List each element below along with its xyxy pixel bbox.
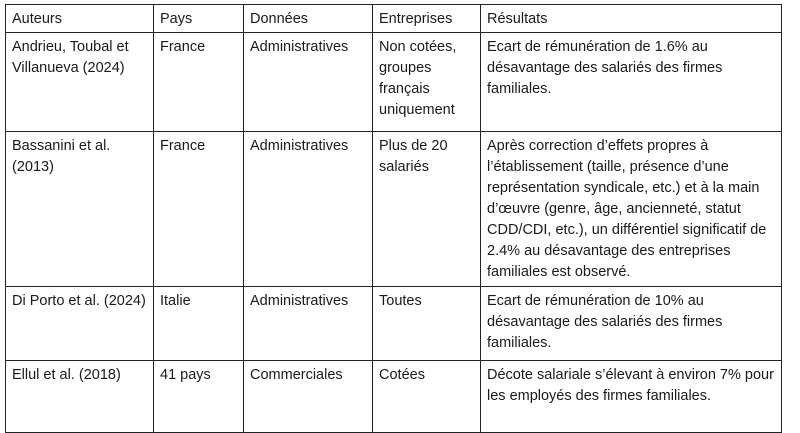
table-header-row [6, 5, 782, 33]
cell-donnees: Administratives [244, 287, 373, 361]
cell-donnees: Commerciales [244, 361, 373, 433]
header-resultats: Résultats [481, 5, 782, 33]
cell-pays: Italie [154, 287, 244, 361]
cell-entreprises: Toutes [373, 287, 481, 361]
cell-pays: 41 pays [154, 361, 244, 433]
header-donnees: Données [244, 5, 373, 33]
cell-pays: France [154, 132, 244, 287]
cell-resultats: Décote salariale s’élevant à environ 7% pour les employés des firmes familiales. [481, 361, 782, 433]
cell-pays: France [154, 33, 244, 132]
header-pays: Pays [154, 5, 244, 33]
table-row [6, 361, 782, 433]
header-entreprises: Entreprises [373, 5, 481, 33]
table-row [6, 33, 782, 132]
cell-entreprises: Plus de 20 salariés [373, 132, 481, 287]
cell-resultats: Ecart de rémunération de 10% au désavantage des salariés des firmes familiales. [481, 287, 782, 361]
cell-auteurs: Di Porto et al. (2024) [6, 287, 154, 361]
studies-table [5, 4, 782, 433]
cell-donnees: Administratives [244, 33, 373, 132]
table-row [6, 287, 782, 361]
cell-donnees: Administratives [244, 132, 373, 287]
cell-resultats: Ecart de rémunération de 1.6% au désavantage des salariés des firmes familiales. [481, 33, 782, 132]
cell-resultats: Après correction d’effets propres à l’établissement (taille, présence d’une représentation syndicale, etc.) et à la main d’œuvre (genre, âge, ancienneté, statut CDD/CDI, etc.), un différentiel significatif de 2.4% au désavantage des entreprises familiales est observé. [481, 132, 782, 287]
cell-entreprises: Non cotées, groupes français uniquement [373, 33, 481, 132]
cell-auteurs: Bassanini et al. (2013) [6, 132, 154, 287]
table-row [6, 132, 782, 287]
header-auteurs: Auteurs [6, 5, 154, 33]
cell-auteurs: Ellul et al. (2018) [6, 361, 154, 433]
cell-entreprises: Cotées [373, 361, 481, 433]
cell-auteurs: Andrieu, Toubal et Villanueva (2024) [6, 33, 154, 132]
